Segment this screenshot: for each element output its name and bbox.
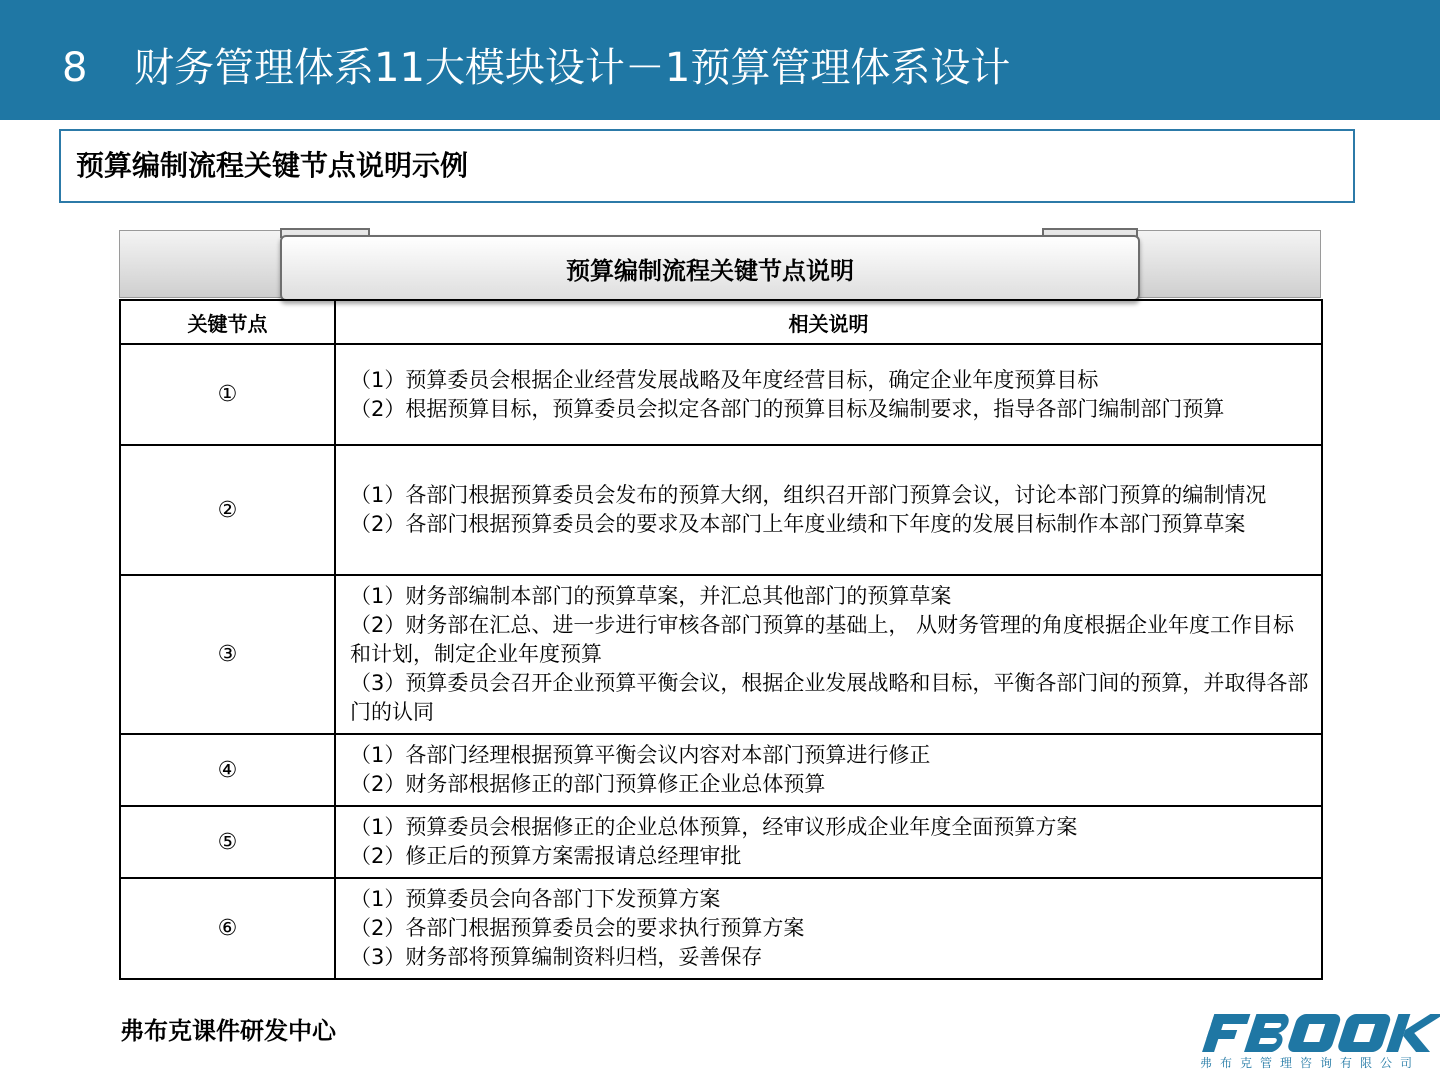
section-number: 8 bbox=[62, 45, 88, 91]
table-header-row bbox=[120, 300, 1322, 344]
node-cell: ① bbox=[120, 344, 335, 445]
description-line: （1）各部门根据预算委员会发布的预算大纲，组织召开部门预算会议，讨论本部门预算的编制情况 bbox=[350, 483, 1267, 507]
description-cell bbox=[335, 878, 1322, 979]
description-cell bbox=[335, 445, 1322, 575]
description-line: （1）各部门经理根据预算平衡会议内容对本部门预算进行修正 bbox=[350, 743, 931, 767]
node-cell: ② bbox=[120, 445, 335, 575]
description-line: （2）各部门根据预算委员会的要求及本部门上年度业绩和下年度的发展目标制作本部门预算草案 bbox=[350, 512, 1246, 536]
description-line: （2）修正后的预算方案需报请总经理审批 bbox=[350, 844, 742, 868]
description-line: （3）预算委员会召开企业预算平衡会议，根据企业发展战略和目标，平衡各部门间的预算，并取得各部门的认同 bbox=[350, 671, 1309, 724]
node-cell: ⑤ bbox=[120, 806, 335, 878]
table-row bbox=[120, 878, 1322, 979]
description-line: （2）财务部根据修正的部门预算修正企业总体预算 bbox=[350, 772, 826, 796]
node-cell: ③ bbox=[120, 575, 335, 734]
key-nodes-table bbox=[119, 299, 1323, 980]
node-cell: ④ bbox=[120, 734, 335, 806]
logo-company-text: 弗布克管理咨询有限公司 bbox=[1200, 1056, 1421, 1070]
description-cell bbox=[335, 344, 1322, 445]
table-row bbox=[120, 575, 1322, 734]
table-row bbox=[120, 445, 1322, 575]
description-line: （3）财务部将预算编制资料归档，妥善保存 bbox=[350, 945, 763, 969]
description-line: （2）根据预算目标，预算委员会拟定各部门的预算目标及编制要求，指导各部门编制部门预算 bbox=[350, 396, 1225, 421]
page-title: 财务管理体系11大模块设计－1预算管理体系设计 bbox=[134, 45, 1011, 91]
description-line: （2）财务部在汇总、进一步进行审核各部门预算的基础上， 从财务管理的角度根据企业年度工作目标和计划，制定企业年度预算 bbox=[350, 613, 1295, 666]
node-cell: ⑥ bbox=[120, 878, 335, 979]
description-line: （1）预算委员会根据企业经营发展战略及年度经营目标，确定企业年度预算目标 bbox=[350, 367, 1099, 392]
table-row bbox=[120, 734, 1322, 806]
table-row bbox=[120, 806, 1322, 878]
description-cell bbox=[335, 734, 1322, 806]
description-cell bbox=[335, 575, 1322, 734]
table-row bbox=[120, 344, 1322, 445]
description-line: （2）各部门根据预算委员会的要求执行预算方案 bbox=[350, 916, 805, 940]
description-line: （1）财务部编制本部门的预算草案，并汇总其他部门的预算草案 bbox=[350, 584, 952, 608]
logo-or-mark: OR bbox=[1217, 1042, 1231, 1052]
description-line: （1）预算委员会向各部门下发预算方案 bbox=[350, 887, 721, 911]
description-cell bbox=[335, 806, 1322, 878]
column-header-description: 相关说明 bbox=[335, 300, 1322, 344]
subtitle: 预算编制流程关键节点说明示例 bbox=[76, 149, 469, 182]
subtitle-box bbox=[59, 129, 1355, 203]
banner-title: 预算编制流程关键节点说明 bbox=[566, 257, 854, 285]
footer-company: 弗布克课件研发中心 bbox=[120, 1017, 336, 1045]
column-header-node: 关键节点 bbox=[120, 300, 335, 344]
description-line: （1）预算委员会根据修正的企业总体预算，经审议形成企业年度全面预算方案 bbox=[350, 815, 1078, 839]
